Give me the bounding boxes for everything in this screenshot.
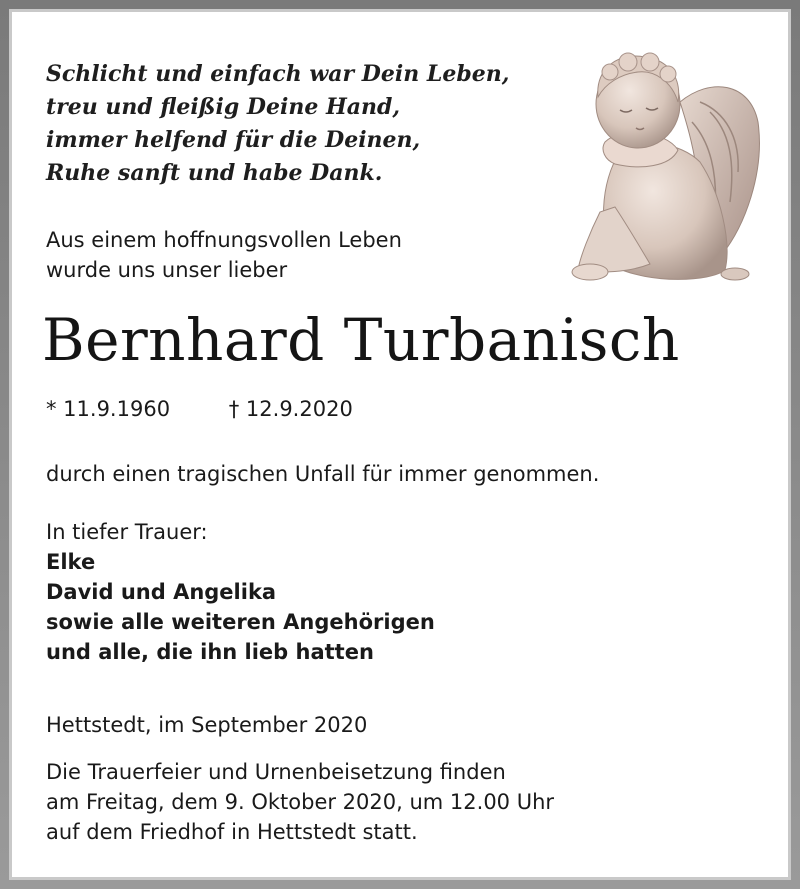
deceased-name: Bernhard Turbanisch <box>42 306 680 374</box>
cause-text: durch einen tragischen Unfall für immer genommen. <box>46 462 600 486</box>
poem-line: Schlicht und einfach war Dein Leben, <box>46 61 510 87</box>
intro-line: wurde uns unser lieber <box>46 258 288 282</box>
poem-line: treu und fleißig Deine Hand, <box>46 94 401 120</box>
mourners-heading: In tiefer Trauer: <box>46 520 208 544</box>
obituary-card <box>9 9 791 880</box>
poem <box>46 58 509 190</box>
death-date: † 12.9.2020 <box>228 397 353 421</box>
angel-figurine-icon <box>560 42 760 287</box>
poem-line: Ruhe sanft und habe Dank. <box>46 160 383 186</box>
poem-line: immer helfend für die Deinen, <box>46 127 421 153</box>
ceremony-line: auf dem Friedhof in Hettstedt statt. <box>46 820 418 844</box>
ceremony-line: Die Trauerfeier und Urnenbeisetzung finden <box>46 760 506 784</box>
mourner-name: sowie alle weiteren Angehörigen <box>46 610 435 634</box>
mourner-name: Elke <box>46 550 96 574</box>
mourner-name: David und Angelika <box>46 580 277 604</box>
intro-text <box>46 225 402 285</box>
life-dates <box>46 394 353 424</box>
ceremony-info <box>46 757 554 847</box>
ceremony-line: am Freitag, dem 9. Oktober 2020, um 12.00 Uhr <box>46 790 555 814</box>
mourner-name: und alle, die ihn lieb hatten <box>46 640 374 664</box>
place-date: Hettstedt, im September 2020 <box>46 713 368 737</box>
birth-date: * 11.9.1960 <box>46 397 171 421</box>
mourners-block <box>46 517 435 667</box>
intro-line: Aus einem hoffnungsvollen Leben <box>46 228 402 252</box>
